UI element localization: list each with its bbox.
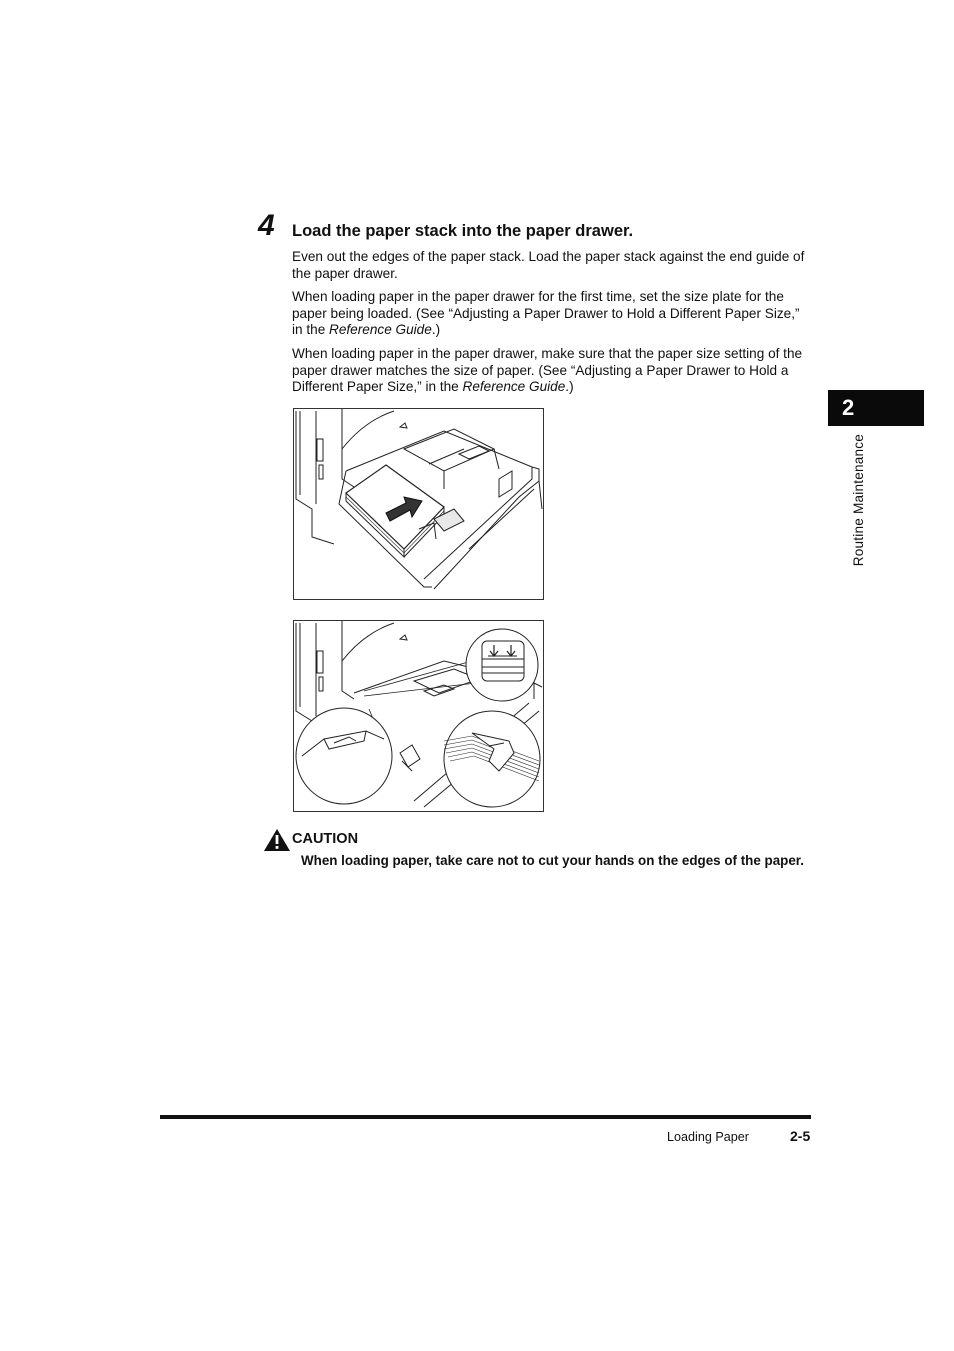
- footer-section-title: Loading Paper: [667, 1130, 749, 1144]
- warning-triangle-icon: [263, 828, 291, 857]
- chapter-title: Routine Maintenance: [851, 434, 866, 567]
- reference-guide-title: Reference Guide: [462, 379, 566, 394]
- paper-limit-mark-illustration: [293, 620, 544, 812]
- paragraph-size-setting: [292, 346, 812, 396]
- step-number: 4: [258, 209, 275, 242]
- paragraph-text: .): [431, 322, 441, 337]
- paper-drawer-load-illustration: [293, 408, 544, 600]
- footer-rule: [160, 1115, 811, 1119]
- caution-text: When loading paper, take care not to cut your hands on the edges of the paper.: [301, 853, 804, 868]
- paragraph-text: When loading paper in the paper drawer, make sure that the paper size setting of the paper drawer matches the size of paper. (See “Adjusting a Paper Drawer to Hold a Different Paper Size,” in the: [292, 346, 803, 394]
- paragraph-even-out: [292, 249, 812, 282]
- paragraph-size-plate: [292, 289, 812, 339]
- paragraph-text: Even out the edges of the paper stack. Load the paper stack against the end guide of the paper drawer.: [292, 249, 805, 281]
- reference-guide-title: Reference Guide: [329, 322, 432, 337]
- step-heading: Load the paper stack into the paper drawer.: [292, 222, 634, 240]
- paragraph-text: .): [565, 379, 574, 394]
- paragraph-text: When loading paper in the paper drawer for the first time, set the size plate for the paper being loaded. (See “Adjusting a Paper Drawer to Hold a Different Paper Size,” in the: [292, 289, 800, 337]
- page-number: 2-5: [790, 1128, 811, 1144]
- caution-label: CAUTION: [292, 831, 359, 847]
- chapter-number: 2: [842, 395, 855, 420]
- chapter-tab: [828, 390, 924, 426]
